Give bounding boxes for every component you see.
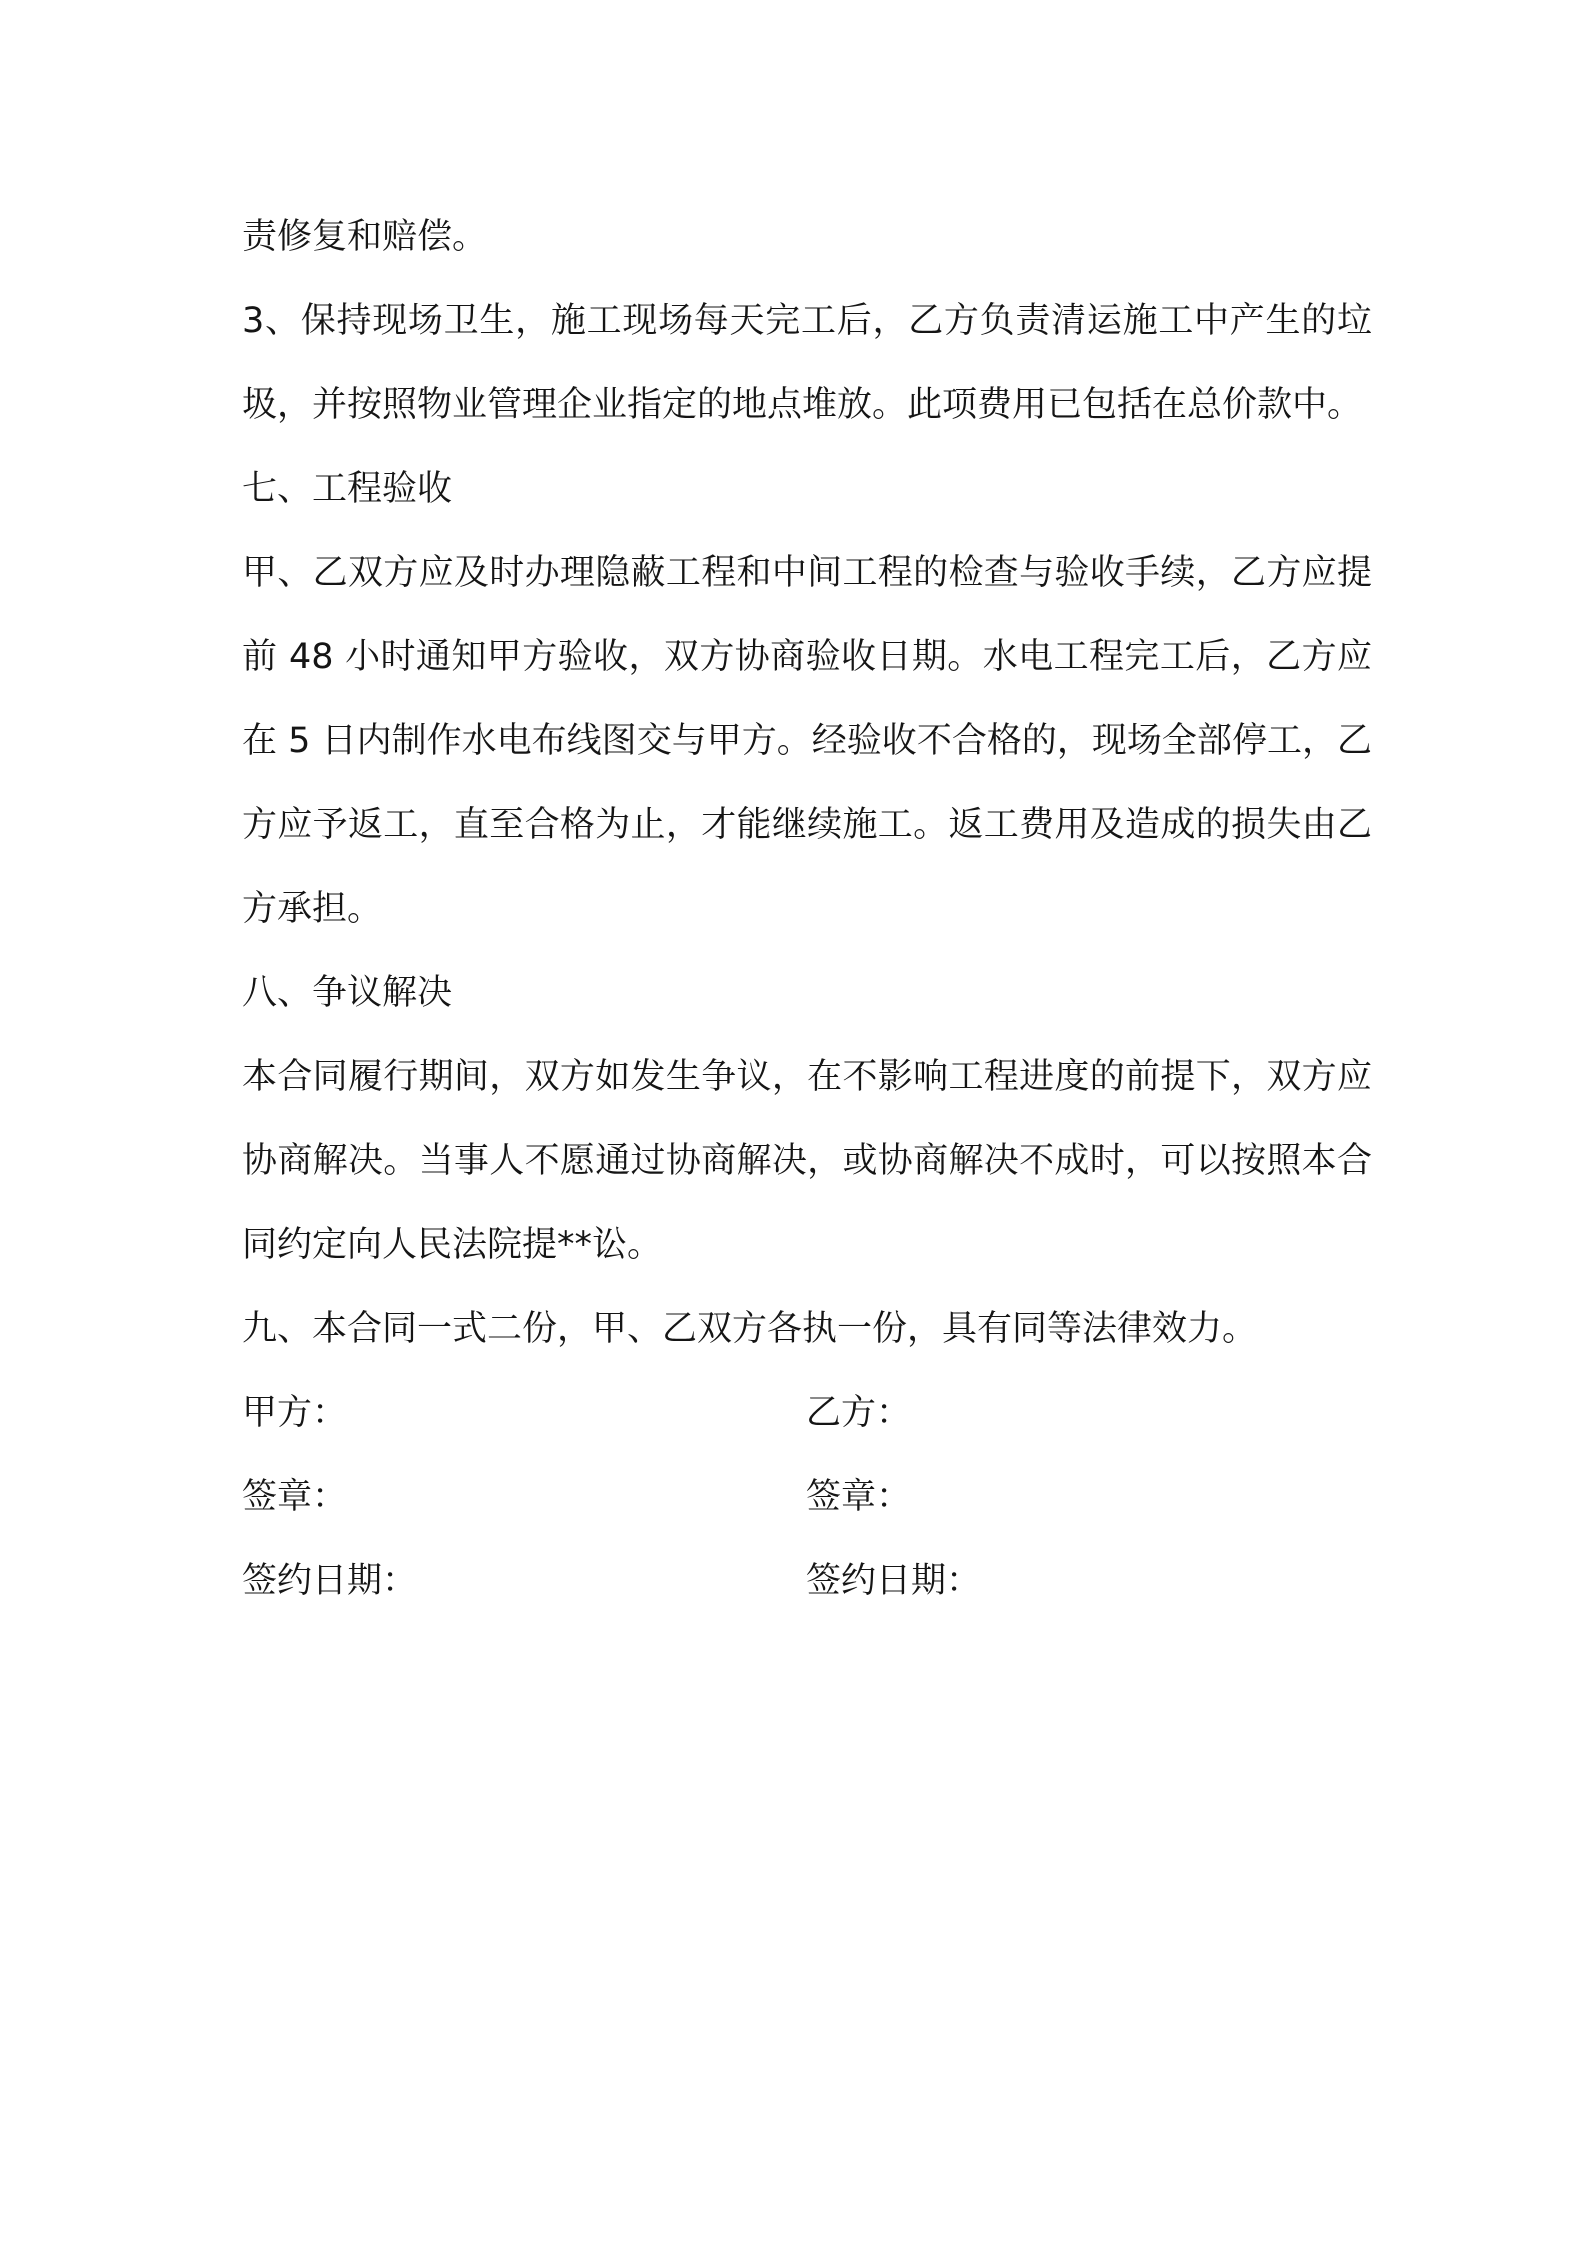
paragraph-compensation-end: 责修复和赔偿。 <box>242 217 488 257</box>
signature-row-date <box>242 1539 1372 1623</box>
paragraph-copies: 九、本合同一式二份，甲、乙双方各执一份，具有同等法律效力。 <box>242 1309 1258 1349</box>
contract-body <box>242 195 1372 1623</box>
party-a-label: 甲方： <box>242 1393 348 1433</box>
date-b-label: 签约日期： <box>806 1561 982 1601</box>
party-b-label: 乙方： <box>806 1393 912 1433</box>
paragraph-dispute: 本合同履行期间，双方如发生争议，在不影响工程进度的前提下，双方应协商解决。当事人不愿通过协商解决，或协商解决不成时，可以按照本合同约定向人民法院提**讼。 <box>242 1057 1372 1265</box>
seal-b-label: 签章： <box>806 1477 912 1517</box>
signature-row-party <box>242 1371 1372 1455</box>
paragraph-acceptance: 甲、乙双方应及时办理隐蔽工程和中间工程的检查与验收手续，乙方应提前 48 小时通知甲方验收，双方协商验收日期。水电工程完工后，乙方应在 5 日内制作水电布线图交与甲方。经验收不合格的，现场全部停工，乙方应予返工，直至合格为止，才能继续施工。返工费用及造成的损失由乙方承担。 <box>242 553 1372 929</box>
heading-dispute: 八、争议解决 <box>242 973 453 1013</box>
date-a-label: 签约日期： <box>242 1561 418 1601</box>
heading-acceptance: 七、工程验收 <box>242 469 453 509</box>
seal-a-label: 签章： <box>242 1477 348 1517</box>
signature-row-seal <box>242 1455 1372 1539</box>
paragraph-site-hygiene: 3、保持现场卫生，施工现场每天完工后，乙方负责清运施工中产生的垃圾，并按照物业管理企业指定的地点堆放。此项费用已包括在总价款中。 <box>242 301 1372 425</box>
